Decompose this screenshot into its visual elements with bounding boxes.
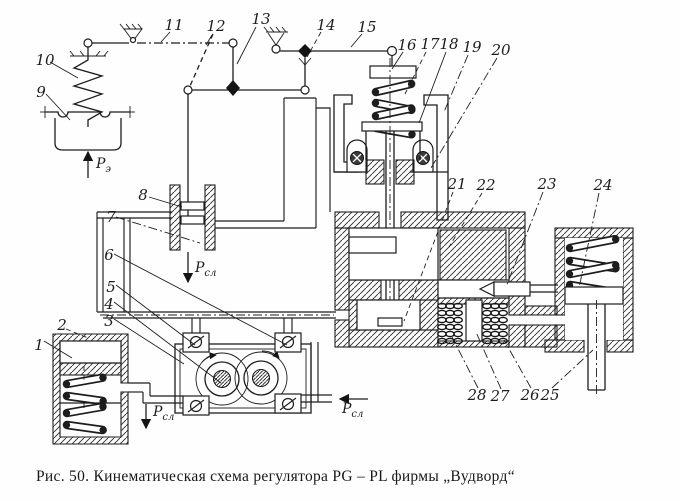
plunger-land-upper <box>181 202 204 210</box>
callout-18: 18 <box>439 35 459 53</box>
callout-8: 8 <box>138 186 148 204</box>
callout-27: 27 <box>490 387 510 405</box>
oil-pump <box>175 333 311 415</box>
callout-25: 25 <box>540 386 560 404</box>
servo-block <box>335 212 565 347</box>
callout-21: 21 <box>447 175 467 193</box>
callout-1: 1 <box>34 336 44 354</box>
buffer-spring-right-26 <box>499 303 508 343</box>
callout-16: 16 <box>397 36 417 54</box>
pilot-valve-bushing <box>170 94 215 250</box>
callout-13: 13 <box>251 10 271 28</box>
fulcrum-diamond-14 <box>298 44 312 58</box>
drive-collar-left <box>366 160 384 184</box>
drive-collar-right <box>396 160 414 184</box>
plunger-land-lower <box>181 216 204 224</box>
oil-piping <box>97 98 336 403</box>
power-piston-24 <box>565 287 623 304</box>
oil-channel <box>525 315 565 325</box>
p-e-label: $Р_э$ <box>96 156 112 175</box>
callout-26: 26 <box>520 386 540 404</box>
figure-caption: Рис. 50. Кинематическая схема регулятора PG – PL фирмы „Вудворд“ <box>36 468 515 485</box>
callout-3: 3 <box>104 312 114 330</box>
callout-4: 4 <box>104 295 114 313</box>
callout-19: 19 <box>462 38 482 56</box>
p-drain-label-pump: $Р_{сл}$ <box>342 401 364 420</box>
buffer-plunger-27 <box>466 300 482 341</box>
callout-17: 17 <box>420 35 440 53</box>
pump-gear-right <box>253 370 270 387</box>
callout-28: 28 <box>467 386 487 404</box>
callout-5: 5 <box>106 278 116 296</box>
callout-10: 10 <box>35 51 55 69</box>
servo-plate <box>349 237 396 253</box>
callout-7: 7 <box>106 208 116 226</box>
accumulator-piston <box>60 363 121 375</box>
fulcrum-diamond-13 <box>226 80 240 96</box>
link-12 <box>190 34 213 86</box>
buffer-block-22 <box>440 230 506 280</box>
flyweight-pivot-right <box>417 152 430 165</box>
power-cylinder <box>545 228 633 396</box>
callout-22: 22 <box>476 176 496 194</box>
callout-2: 2 <box>57 316 67 334</box>
callout-6: 6 <box>104 246 114 264</box>
pilot-plunger-foot-21 <box>378 318 402 326</box>
diaphragm-9 <box>45 112 130 117</box>
spring-10 <box>74 47 102 127</box>
servo-chamber <box>349 228 438 280</box>
callout-14: 14 <box>316 16 336 34</box>
p-drain-label-accumulator: $Р_{сл}$ <box>153 404 175 423</box>
callout-9: 9 <box>36 83 46 101</box>
flyweight-pivot-left <box>351 152 364 165</box>
callout-24: 24 <box>593 176 613 194</box>
accumulator-chamber <box>60 341 121 363</box>
callout-12: 12 <box>206 17 226 35</box>
speed-setting-levers <box>84 24 397 96</box>
buffer-spring-left-28 <box>454 303 463 343</box>
callout-23: 23 <box>537 175 557 193</box>
p-drain-label-pilot: $Р_{сл}$ <box>195 260 217 279</box>
accumulator <box>53 334 128 444</box>
callout-15: 15 <box>357 18 377 36</box>
callout-11: 11 <box>164 16 184 34</box>
spring-lower-seat <box>362 122 422 131</box>
callout-20: 20 <box>491 41 511 59</box>
needle-body-23 <box>494 282 530 296</box>
